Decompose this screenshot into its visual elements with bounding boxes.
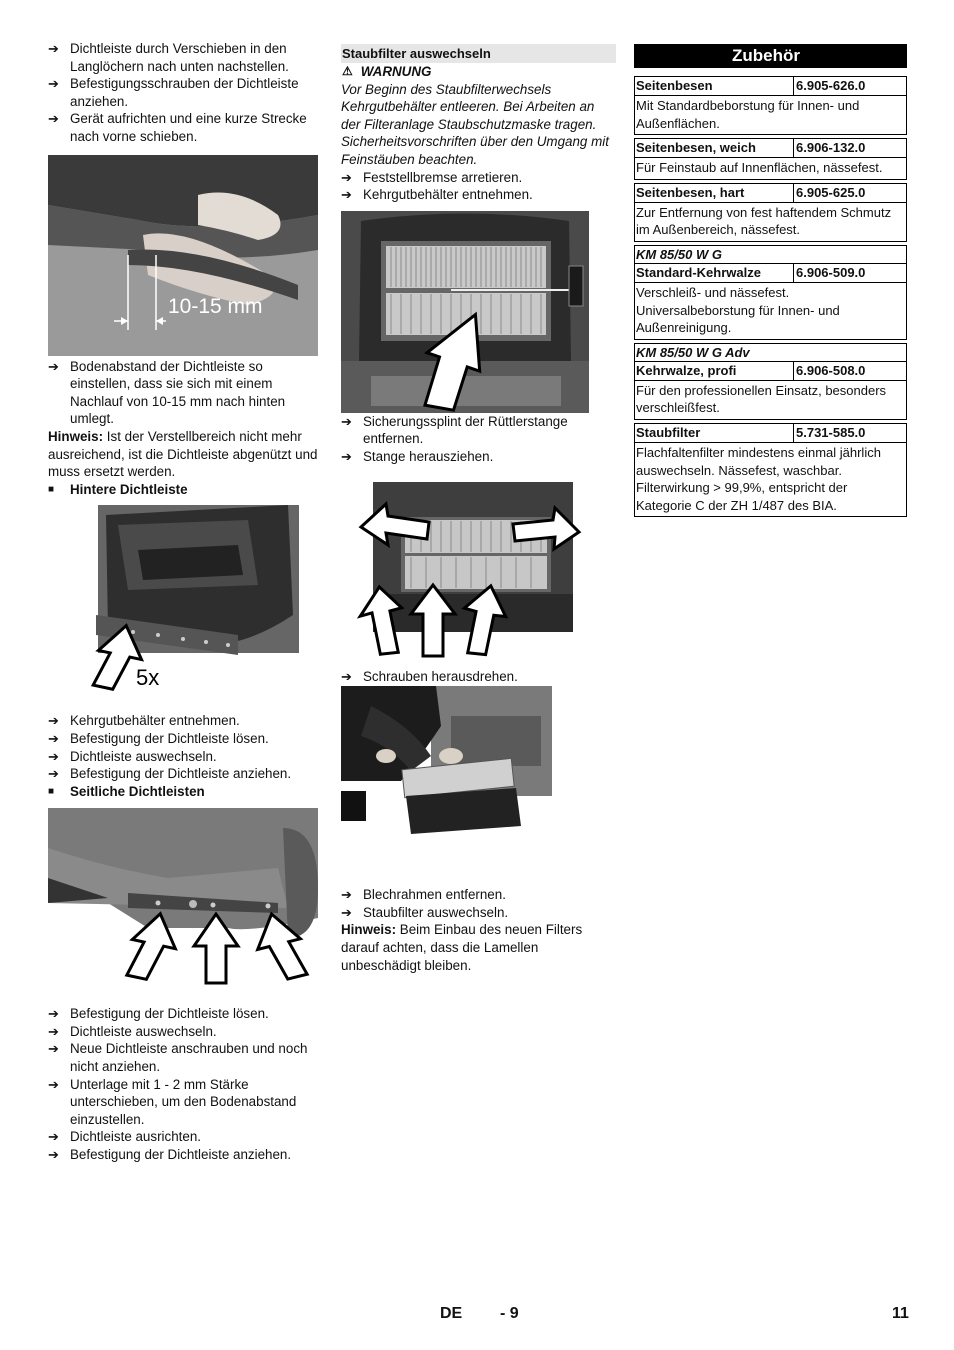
step: ➔ Staubfilter auswechseln. xyxy=(341,904,509,920)
footer-subpage: - 9 xyxy=(500,1305,519,1322)
step: ➔ Neue Dichtleiste anschrauben und noch nicht anziehen. xyxy=(48,1041,308,1075)
arrow-right-icon: ➔ xyxy=(48,41,59,56)
arrow-right-icon: ➔ xyxy=(48,1023,59,1039)
arrow-right-icon: ➔ xyxy=(48,730,59,746)
steps-rod xyxy=(341,413,616,466)
hint: Hinweis: Beim Einbau des neuen Filters darauf achten, dass die Lamellen unbeschädigt bleiben. xyxy=(341,922,583,973)
accessory-item: Seitenbesen, hart 6.905-625.0 Zur Entfernung von fest haftendem Schmutz im Außenbereich, nässefest. xyxy=(634,183,907,242)
count-label: 5x xyxy=(136,665,160,691)
warning-text: Vor Beginn des Staubfilterwechsels Kehrgutbehälter entleeren. Bei Arbeiten an der Filteranlage Staubschutzmaske tragen. Sicherheitsvorschriften über den Umgang mit Feinstäuben beachten. xyxy=(341,81,609,167)
photo-side-seals xyxy=(48,808,318,988)
column-right xyxy=(634,44,907,517)
arrow-right-icon: ➔ xyxy=(341,904,352,920)
step: ➔ Befestigung der Dichtleiste anziehen. xyxy=(48,766,292,782)
photo-filter-replace xyxy=(341,686,552,846)
step: ➔ Befestigung der Dichtleiste lösen. xyxy=(48,730,269,746)
step: ➔ Dichtleiste auswechseln. xyxy=(48,1023,217,1039)
arrow-right-icon: ➔ xyxy=(48,748,59,764)
footer-page-number: 11 xyxy=(892,1305,909,1322)
section-title: Staubfilter auswechseln xyxy=(341,44,616,63)
arrow-right-icon: ➔ xyxy=(341,187,352,203)
column-middle xyxy=(341,44,616,974)
square-bullet-icon: ■ xyxy=(48,785,55,797)
step: ➔ Befestigung der Dichtleiste lösen. xyxy=(48,1006,269,1022)
column-left xyxy=(48,40,318,1164)
step: ➔ Stange herausziehen. xyxy=(341,448,494,464)
arrow-right-icon: ➔ xyxy=(341,169,352,185)
arrow-right-icon: ➔ xyxy=(48,713,59,729)
footer-language: DE xyxy=(440,1305,463,1322)
arrow-right-icon: ➔ xyxy=(48,1129,59,1145)
arrow-right-icon: ➔ xyxy=(48,1006,59,1022)
hint: Hinweis: Ist der Verstellbereich nicht mehr ausreichend, ist die Dichtleiste abgenützt und muss ersetzt werden. xyxy=(48,428,318,480)
model-header: KM 85/50 W G Adv xyxy=(634,343,907,362)
step: ➔ Schrauben herausdrehen. xyxy=(341,668,518,684)
arrow-right-icon: ➔ xyxy=(48,1041,59,1057)
accessory-item: Seitenbesen, weich 6.906-132.0 Für Feinstaub auf Innenflächen, nässefest. xyxy=(634,138,907,180)
arrow-right-icon: ➔ xyxy=(341,448,352,464)
steps-ground-clearance xyxy=(48,358,318,428)
steps-frame xyxy=(341,886,616,921)
arrow-right-icon: ➔ xyxy=(48,111,59,127)
arrow-right-icon: ➔ xyxy=(48,76,59,92)
step: ➔ Dichtleiste durch Verschieben in den Langlöchern nach unten nachstellen. xyxy=(48,41,289,74)
step: ➔ Dichtleiste auswechseln. xyxy=(48,748,217,764)
accessories-title: Zubehör xyxy=(634,44,907,68)
arrow-right-icon: ➔ xyxy=(341,413,352,429)
steps-side-seals xyxy=(48,1005,318,1163)
arrow-right-icon: ➔ xyxy=(48,1076,59,1092)
photo-filter-screws xyxy=(341,482,589,660)
accessory-item: Kehrwalze, profi 6.906-508.0 Für den professionellen Einsatz, besonders verschleißfest. xyxy=(634,362,907,420)
step: ➔ Feststellbremse arretieren. xyxy=(341,169,523,185)
accessory-item: Seitenbesen 6.905-626.0 Mit Standardbeborstung für Innen- und Außenflächen. xyxy=(634,76,907,135)
steps-adjust xyxy=(48,40,318,146)
arrow-right-icon: ➔ xyxy=(48,1147,59,1163)
step: ➔ Befestigung der Dichtleiste anziehen. xyxy=(48,1147,292,1163)
steps-screws xyxy=(341,668,616,686)
photo-seal-gap xyxy=(48,155,318,356)
arrow-right-icon: ➔ xyxy=(341,887,352,903)
model-header: KM 85/50 W G xyxy=(634,245,907,264)
step: ➔ Blechrahmen entfernen. xyxy=(341,887,506,903)
warning-heading: ⚠ WARNUNG xyxy=(342,64,432,79)
step: ➔ Bodenabstand der Dichtleiste so einstellen, dass sie sich mit einem Nachlauf von 10-15 mm nach hinten umlegt. xyxy=(48,358,286,427)
heading-side-seals: ■ Seitliche Dichtleisten xyxy=(48,783,205,799)
step: ➔ Kehrgutbehälter entnehmen. xyxy=(341,187,533,203)
arrow-right-icon: ➔ xyxy=(341,668,352,684)
step: ➔ Dichtleiste ausrichten. xyxy=(48,1129,201,1145)
warning-triangle-icon: ⚠ xyxy=(342,64,353,78)
steps-rear-seal xyxy=(48,712,318,782)
gap-label: 10-15 mm xyxy=(168,294,263,318)
photo-rear-seal xyxy=(48,505,318,705)
step: ➔ Sicherungssplint der Rüttlerstange entfernen. xyxy=(341,413,568,447)
steps-prepare xyxy=(341,169,616,204)
accessory-item: Standard-Kehrwalze 6.906-509.0 Verschleiß- und nässefest. Universalbeborstung für Innen- und Außenreinigung. xyxy=(634,264,907,340)
step: ➔ Gerät aufrichten und eine kurze Strecke nach vorne schieben. xyxy=(48,111,307,144)
photo-filter-rod xyxy=(341,211,589,413)
step: ➔ Kehrgutbehälter entnehmen. xyxy=(48,713,240,729)
square-bullet-icon: ■ xyxy=(48,483,55,495)
step: ➔ Unterlage mit 1 - 2 mm Stärke unterschieben, um den Bodenabstand einzustellen. xyxy=(48,1076,297,1127)
accessory-item: Staubfilter 5.731-585.0 Flachfaltenfilter mindestens einmal jährlich auswechseln. Nässefest, waschbar. Filterwirkung > 99,9%, entspricht der Kategorie C der ZH 1/487 des BIA. xyxy=(634,423,907,517)
arrow-right-icon: ➔ xyxy=(48,358,59,374)
heading-rear-seal: ■ Hintere Dichtleiste xyxy=(48,481,188,497)
arrow-right-icon: ➔ xyxy=(48,766,59,782)
step: ➔ Befestigungsschrauben der Dichtleiste anziehen. xyxy=(48,76,299,109)
